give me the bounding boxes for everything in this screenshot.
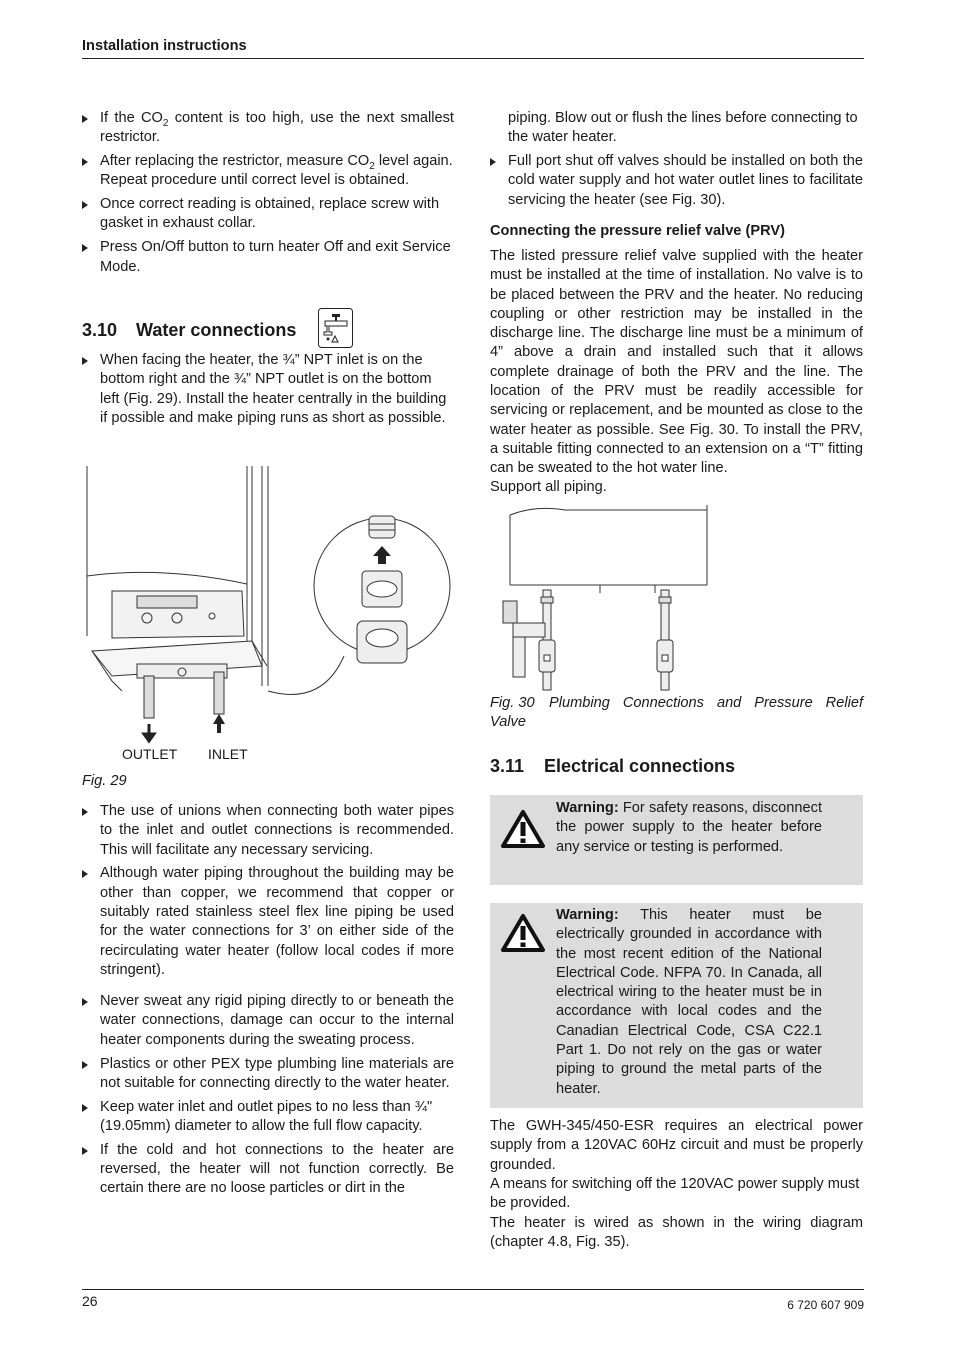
list-item: Never sweat any rigid piping directly to or beneath the water connections, damage can occur to the internal heater components during the sweating process. <box>82 992 454 1050</box>
support-text: Support all piping. <box>490 479 607 495</box>
bullet-arrow-icon <box>82 870 88 878</box>
bullet-fullport <box>490 152 863 214</box>
section-heading-3-10 <box>82 319 296 341</box>
warning2-label: Warning: <box>556 907 619 923</box>
warning2-text: Warning: This heater must be electrically grounded in accordance with the most recent edition of the National Electrical Code. NFPA 70. In Canada, all electrical wiring to the heater must be in accordance with local codes and the Canadian Electrical Code, CSA C22.1 Part 1. Do not rely on the gas or water piping to ground the metal parts of the heater. <box>556 907 822 1097</box>
bullet-list-water <box>82 802 454 1203</box>
bullet-arrow-icon <box>82 1147 88 1155</box>
bullet-list-co2 <box>82 109 454 277</box>
section-title: Electrical connections <box>544 756 736 776</box>
electrical-para-1: The GWH-345/450-ESR requires an electrical power supply from a 120VAC 60Hz circuit and must be properly grounded. <box>490 1118 863 1173</box>
list-item: The use of unions when connecting both water pipes to the inlet and outlet connections is recommended. This will facilitate any necessary servicing. <box>82 802 454 860</box>
figure-30 <box>495 505 715 695</box>
fig29-inlet-label: INLET <box>208 746 248 762</box>
list-item: Once correct reading is obtained, replace screw with gasket in exhaust collar. <box>82 195 454 234</box>
page-number: 26 <box>82 1293 98 1309</box>
list-item: Although water piping throughout the building may be other than copper, we recommend that copper or suitably rated stainless steel flex line piping be used for the water connections for 3’ on either side of the recirculating water heater (follow local codes if more stringent). <box>82 864 454 980</box>
list-item: Press On/Off button to turn heater Off and exit Service Mode. <box>82 238 454 277</box>
fig29-outlet-label: OUTLET <box>122 746 178 762</box>
prv-paragraph: The listed pressure relief valve supplied with the heater must be installed at the time of installation. No valve is to be placed between the PRV and the heater. No reducing coupling or other restriction may be installed in the discharge line. The discharge line must be a minimum of 4” above a drain and installed such that it allows complete drainage of both the PRV and the line. The location of the PRV must be readily accessible for servicing or replacement, and be mounted as close to the water heater as possible. See Fig. 30. To install the PRV, a suitable fitting connected to an extension on a “T” fitting can be sweated to the hot water line. <box>490 248 863 477</box>
warning-box-safety <box>490 795 863 885</box>
header-title: Installation instructions <box>82 38 247 54</box>
warning-triangle-icon <box>500 809 546 855</box>
fig30-caption <box>490 694 863 733</box>
bullet-arrow-icon <box>82 998 88 1006</box>
list-item: Full port shut off valves should be installed on both the cold water supply and hot water outlet lines to facilitate servicing the heater (see Fig. 30). <box>490 152 863 210</box>
continuation-text: piping. Blow out or flush the lines before connecting to the water heater. <box>508 110 858 146</box>
bullet-arrow-icon <box>490 158 496 166</box>
bullet-arrow-icon <box>82 1061 88 1069</box>
list-item: If the $CO_2$ content is too high, use the next smallest restrictor. <box>82 109 454 148</box>
fig30-label: Fig. 30 <box>490 695 535 711</box>
list-item: If the cold and hot connections to the heater are reversed, the heater will not function correctly. Be certain there are no loose particles or dirt in the <box>82 1141 454 1199</box>
bullet-arrow-icon <box>82 357 88 365</box>
warning-box-grounding <box>490 903 863 1108</box>
list-item: When facing the heater, the ¾” NPT inlet is on the bottom right and the ¾” NPT outlet is on the bottom left (Fig. 29). Install the heater centrally in the building if possible and make piping runs as short as possible. <box>82 351 454 428</box>
water-tap-icon <box>318 308 353 348</box>
list-item: After replacing the restrictor, measure $CO_2$ level again. Repeat procedure until correct level is obtained. <box>82 152 454 191</box>
bullet-facing <box>82 351 454 433</box>
bullet-arrow-icon <box>82 115 88 123</box>
fig30-text: Plumbing Connections and Pressure Relief Valve <box>490 695 863 731</box>
section-heading-3-11 <box>490 755 735 777</box>
electrical-para-2: A means for switching off the 120VAC power supply must be provided. <box>490 1176 860 1212</box>
electrical-para-3: The heater is wired as shown in the wiring diagram (chapter 4.8, Fig. 35). <box>490 1215 863 1251</box>
bullet-arrow-icon <box>82 1104 88 1112</box>
footer-rule <box>82 1289 864 1290</box>
fig29-caption: Fig. 29 <box>82 773 127 789</box>
bullet-arrow-icon <box>82 158 88 166</box>
heater-water-connections-illustration <box>82 466 454 766</box>
left-column <box>82 109 454 281</box>
prv-heading: Connecting the pressure relief valve (PRV) <box>490 223 785 239</box>
document-number: 6 720 607 909 <box>787 1298 864 1312</box>
section-title: Water connections <box>136 320 297 340</box>
list-item: Keep water inlet and outlet pipes to no less than ¾" (19.05mm) diameter to allow the full flow capacity. <box>82 1098 454 1137</box>
bullet-arrow-icon <box>82 808 88 816</box>
bullet-arrow-icon <box>82 201 88 209</box>
list-item: Plastics or other PEX type plumbing line materials are not suitable for connecting directly to the water heater. <box>82 1055 454 1094</box>
warning1-label: Warning: <box>556 800 619 816</box>
warning1-text: Warning: For safety reasons, disconnect the power supply to the heater before any service or testing is performed. <box>556 800 822 855</box>
section-number: 3.10 <box>82 320 118 340</box>
plumbing-prv-illustration <box>495 505 715 695</box>
bullet-arrow-icon <box>82 244 88 252</box>
warning-triangle-icon <box>500 913 546 959</box>
header-rule <box>82 58 864 59</box>
figure-29 <box>82 466 454 766</box>
section-number: 3.11 <box>490 756 525 776</box>
